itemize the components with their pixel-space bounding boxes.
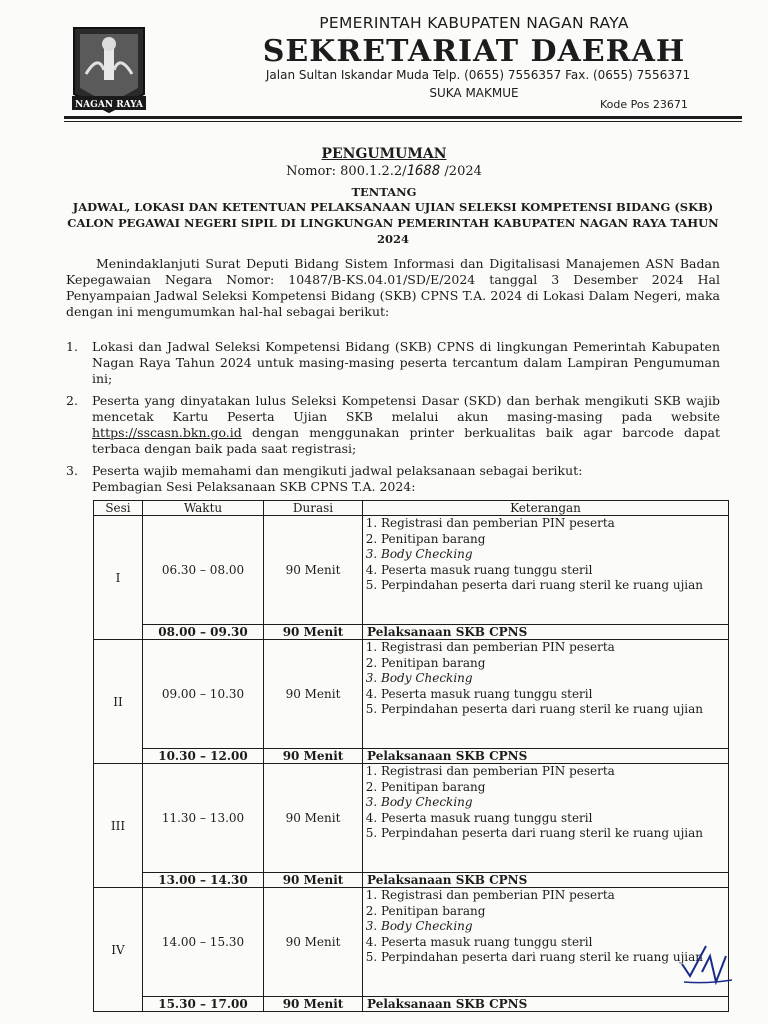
government-name: PEMERINTAH KABUPATEN NAGAN RAYA (319, 14, 629, 32)
cell-sesi: IV (94, 888, 143, 1012)
cell-keterangan (363, 516, 729, 625)
step-item: 3. Body Checking (381, 547, 724, 563)
announcement-title: PENGUMUMAN (321, 146, 447, 162)
cell-waktu: 06.30 – 08.00 (143, 516, 264, 625)
cell-exec-waktu: 08.00 – 09.30 (143, 625, 264, 640)
cell-sesi: I (94, 516, 143, 640)
table-row-exec (94, 749, 729, 764)
list-item: 1. Lokasi dan Jadwal Seleksi Kompetensi Bidang (SKB) CPNS di lingkungan Pemerintah Kabupaten Nagan Raya Tahun 2024 untuk masing-masing peserta tercantum dalam Lampiran Pengumuman ini; (66, 339, 720, 386)
table-row (94, 640, 729, 749)
table-row (94, 764, 729, 873)
step-item: 1. Registrasi dan pemberian PIN peserta (381, 888, 724, 904)
announcement-number: Nomor: 800.1.2.2/1688 /2024 (286, 163, 482, 179)
table-row (94, 516, 729, 625)
step-item: 3. Body Checking (381, 795, 724, 811)
step-item: 5. Perpindahan peserta dari ruang steril ke ruang ujian (381, 702, 724, 718)
cell-sesi: III (94, 764, 143, 888)
office-city: SUKA MAKMUE (429, 86, 519, 100)
header-sesi: Sesi (94, 501, 143, 516)
cell-exec-keterangan: Pelaksanaan SKB CPNS (363, 997, 729, 1012)
cell-exec-waktu: 10.30 – 12.00 (143, 749, 264, 764)
list-item: 3. Peserta wajib memahami dan mengikuti jadwal pelaksanaan sebagai berikut: Pembagian Sesi Pelaksanaan SKB CPNS T.A. 2024: (66, 463, 720, 495)
list-item: 2. Peserta yang dinyatakan lulus Seleksi Kompetensi Dasar (SKD) dan berhak mengikuti SKB wajib mencetak Kartu Peserta Ujian SKB melalui akun masing-masing pada website https://sscasn.bkn.go.id dengan menggunakan printer berkualitas baik agar barcode dapat terbaca dengan baik pada saat registrasi; (66, 393, 720, 456)
header-waktu: Waktu (143, 501, 264, 516)
table-row (94, 888, 729, 997)
cell-keterangan (363, 764, 729, 873)
sscasn-website-link[interactable]: https://sscasn.bkn.go.id (92, 425, 242, 440)
announcement-subject: JADWAL, LOKASI DAN KETENTUAN PELAKSANAAN UJIAN SELEKSI KOMPETENSI BIDANG (SKB) CALON PEGAWAI NEGERI SIPIL DI LINGKUNGAN PEMERINTAH KABUPATEN NAGAN RAYA TAHUN 2024 (67, 200, 719, 246)
cell-exec-waktu: 13.00 – 14.30 (143, 873, 264, 888)
initial-signature (676, 942, 746, 986)
cell-exec-waktu: 15.30 – 17.00 (143, 997, 264, 1012)
cell-exec-durasi: 90 Menit (264, 749, 363, 764)
cell-exec-keterangan: Pelaksanaan SKB CPNS (363, 625, 729, 640)
step-item: 2. Penitipan barang (381, 532, 724, 548)
cell-waktu: 14.00 – 15.30 (143, 888, 264, 997)
cell-exec-keterangan: Pelaksanaan SKB CPNS (363, 873, 729, 888)
cell-keterangan (363, 640, 729, 749)
cell-waktu: 09.00 – 10.30 (143, 640, 264, 749)
step-item: 2. Penitipan barang (381, 656, 724, 672)
header-keterangan: Keterangan (363, 501, 729, 516)
session-table-caption: Pembagian Sesi Pelaksanaan SKB CPNS T.A. 2024: (92, 479, 416, 494)
cell-durasi: 90 Menit (264, 764, 363, 873)
table-header-row (94, 501, 729, 516)
step-item: 3. Body Checking (381, 671, 724, 687)
cell-exec-keterangan: Pelaksanaan SKB CPNS (363, 749, 729, 764)
session-schedule-table (93, 500, 729, 1012)
step-item: 2. Penitipan barang (381, 904, 724, 920)
cell-sesi: II (94, 640, 143, 764)
cell-waktu: 11.30 – 13.00 (143, 764, 264, 873)
cell-keterangan (363, 888, 729, 997)
regency-emblem-logo (68, 24, 150, 116)
intro-paragraph: Menindaklanjuti Surat Deputi Bidang Sistem Informasi dan Digitalisasi Manajemen ASN Badan Kepegawaian Negara Nomor: 10487/B-KS.04.01/SD/E/2024 tanggal 3 Desember 2024 Hal Penyampaian Jadwal Seleksi Kompetensi Bidang (SKB) CPNS T.A. 2024 di Lokasi Dalam Negeri, maka dengan ini mengumumkan hal-hal sebagai berikut: (66, 256, 720, 319)
logo-label: NAGAN RAYA (74, 100, 144, 110)
step-item: 5. Perpindahan peserta dari ruang steril ke ruang ujian (381, 578, 724, 594)
letterhead-rule-thick (64, 116, 742, 119)
cell-durasi: 90 Menit (264, 516, 363, 625)
letterhead-rule-thin (64, 121, 742, 122)
about-label: TENTANG (351, 185, 417, 199)
office-name: SEKRETARIAT DAERAH (262, 34, 686, 69)
step-item: 3. Body Checking (381, 919, 724, 935)
postal-code: Kode Pos 23671 (600, 98, 688, 111)
table-row-exec (94, 625, 729, 640)
cell-durasi: 90 Menit (264, 888, 363, 997)
step-item: 1. Registrasi dan pemberian PIN peserta (381, 640, 724, 656)
step-item: 2. Penitipan barang (381, 780, 724, 796)
step-item: 4. Peserta masuk ruang tunggu steril (381, 563, 724, 579)
step-item: 1. Registrasi dan pemberian PIN peserta (381, 516, 724, 532)
step-item: 4. Peserta masuk ruang tunggu steril (381, 687, 724, 703)
step-item: 1. Registrasi dan pemberian PIN peserta (381, 764, 724, 780)
cell-durasi: 90 Menit (264, 640, 363, 749)
cell-exec-durasi: 90 Menit (264, 625, 363, 640)
office-address: Jalan Sultan Iskandar Muda Telp. (0655) 7556357 Fax. (0655) 7556371 (265, 68, 691, 82)
cell-exec-durasi: 90 Menit (264, 997, 363, 1012)
handwritten-number: 1688 (406, 163, 441, 179)
step-item: 4. Peserta masuk ruang tunggu steril (381, 811, 724, 827)
table-row-exec (94, 997, 729, 1012)
step-item: 5. Perpindahan peserta dari ruang steril ke ruang ujian (381, 950, 724, 966)
table-row-exec (94, 873, 729, 888)
step-item: 4. Peserta masuk ruang tunggu steril (381, 935, 724, 951)
cell-exec-durasi: 90 Menit (264, 873, 363, 888)
step-item: 5. Perpindahan peserta dari ruang steril ke ruang ujian (381, 826, 724, 842)
header-durasi: Durasi (264, 501, 363, 516)
